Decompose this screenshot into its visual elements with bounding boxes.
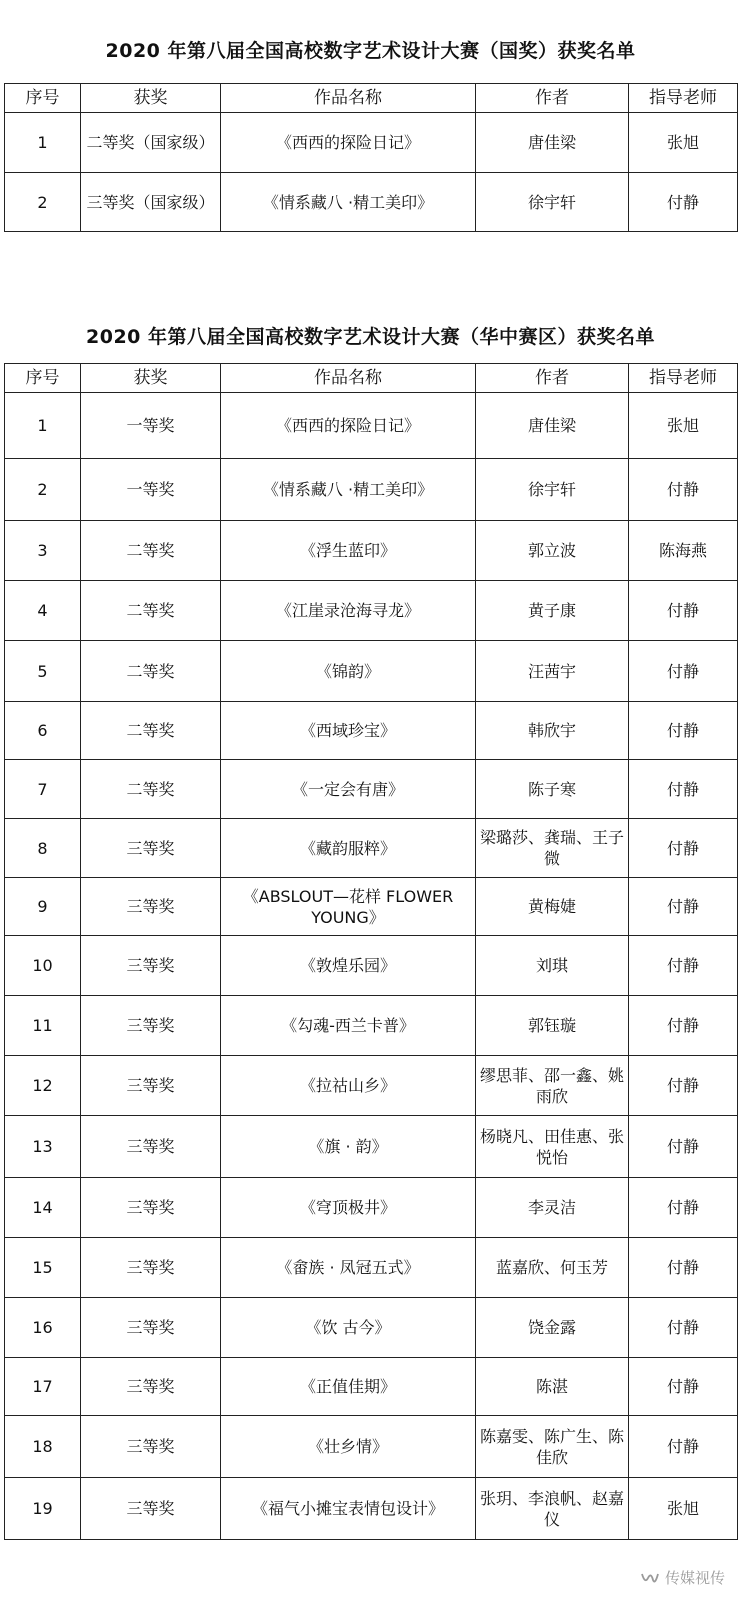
table-row — [5, 173, 738, 232]
cell-number: 5 — [5, 641, 81, 702]
cell-teacher: 张旭 — [629, 1478, 738, 1540]
cell-work-title: 《敦煌乐园》 — [221, 936, 476, 996]
cell-number: 15 — [5, 1238, 81, 1298]
watermark — [636, 1565, 729, 1590]
cell-author: 汪茜宇 — [476, 641, 629, 702]
cell-author: 郭立波 — [476, 521, 629, 581]
header-work-title: 作品名称 — [221, 364, 476, 393]
table-header-row — [5, 364, 738, 393]
cell-number: 13 — [5, 1116, 81, 1178]
cell-teacher: 付静 — [629, 173, 738, 232]
cell-author: 黄梅婕 — [476, 878, 629, 936]
cell-award: 二等奖（国家级） — [81, 113, 221, 173]
table-row — [5, 819, 738, 878]
table-row — [5, 1298, 738, 1358]
cell-work-title: 《锦韵》 — [221, 641, 476, 702]
cell-award: 一等奖 — [81, 393, 221, 459]
cell-award: 二等奖 — [81, 702, 221, 760]
cell-teacher: 付静 — [629, 760, 738, 819]
cell-number: 12 — [5, 1056, 81, 1116]
cell-teacher: 付静 — [629, 1116, 738, 1178]
cell-award: 二等奖 — [81, 521, 221, 581]
table-row — [5, 393, 738, 459]
cell-award: 二等奖 — [81, 760, 221, 819]
wechat-channel-icon — [640, 1570, 660, 1586]
cell-award: 三等奖 — [81, 1478, 221, 1540]
table-row — [5, 702, 738, 760]
cell-number: 10 — [5, 936, 81, 996]
cell-award: 三等奖 — [81, 1358, 221, 1416]
cell-award: 三等奖 — [81, 1416, 221, 1478]
cell-work-title: 《拉祜山乡》 — [221, 1056, 476, 1116]
cell-author: 饶金露 — [476, 1298, 629, 1358]
cell-work-title: 《福气小摊宝表情包设计》 — [221, 1478, 476, 1540]
cell-author: 刘琪 — [476, 936, 629, 996]
cell-teacher: 付静 — [629, 1056, 738, 1116]
table-row — [5, 1056, 738, 1116]
cell-work-title: 《一定会有唐》 — [221, 760, 476, 819]
cell-teacher: 付静 — [629, 641, 738, 702]
cell-work-title: 《西域珍宝》 — [221, 702, 476, 760]
cell-teacher: 付静 — [629, 1238, 738, 1298]
cell-work-title: 《藏韵服粹》 — [221, 819, 476, 878]
table-row — [5, 1116, 738, 1178]
cell-award: 三等奖（国家级） — [81, 173, 221, 232]
cell-teacher: 付静 — [629, 1416, 738, 1478]
cell-teacher: 付静 — [629, 581, 738, 641]
cell-author: 徐宇轩 — [476, 459, 629, 521]
cell-author: 唐佳梁 — [476, 113, 629, 173]
cell-author: 黄子康 — [476, 581, 629, 641]
cell-work-title: 《ABSLOUT—花样 FLOWER YOUNG》 — [221, 878, 476, 936]
cell-number: 2 — [5, 173, 81, 232]
cell-work-title: 《畲族 · 凤冠五式》 — [221, 1238, 476, 1298]
cell-author: 陈子寒 — [476, 760, 629, 819]
cell-award: 三等奖 — [81, 878, 221, 936]
national-awards-title: 2020 年第八届全国高校数字艺术设计大赛（国奖）获奖名单 — [105, 40, 636, 62]
cell-award: 三等奖 — [81, 1178, 221, 1238]
cell-work-title: 《正值佳期》 — [221, 1358, 476, 1416]
cell-teacher: 付静 — [629, 936, 738, 996]
cell-work-title: 《勾魂-西兰卡普》 — [221, 996, 476, 1056]
cell-author: 梁璐莎、龚瑞、王子微 — [476, 819, 629, 878]
cell-work-title: 《西西的探险日记》 — [221, 393, 476, 459]
cell-number: 18 — [5, 1416, 81, 1478]
cell-number: 9 — [5, 878, 81, 936]
cell-number: 6 — [5, 702, 81, 760]
cell-number: 1 — [5, 393, 81, 459]
header-award: 获奖 — [81, 364, 221, 393]
header-work-title: 作品名称 — [221, 84, 476, 113]
cell-number: 3 — [5, 521, 81, 581]
cell-author: 韩欣宇 — [476, 702, 629, 760]
cell-author: 陈湛 — [476, 1358, 629, 1416]
cell-author: 蓝嘉欣、何玉芳 — [476, 1238, 629, 1298]
cell-author: 张玥、李浪帆、赵嘉仪 — [476, 1478, 629, 1540]
header-award: 获奖 — [81, 84, 221, 113]
cell-teacher: 付静 — [629, 1358, 738, 1416]
table-row — [5, 878, 738, 936]
cell-author: 李灵洁 — [476, 1178, 629, 1238]
table-row — [5, 1178, 738, 1238]
cell-teacher: 付静 — [629, 702, 738, 760]
cell-work-title: 《旗 · 韵》 — [221, 1116, 476, 1178]
cell-number: 7 — [5, 760, 81, 819]
cell-number: 19 — [5, 1478, 81, 1540]
header-author: 作者 — [476, 84, 629, 113]
header-teacher: 指导老师 — [629, 364, 738, 393]
table-row — [5, 760, 738, 819]
cell-number: 4 — [5, 581, 81, 641]
watermark-text: 传媒视传 — [664, 1569, 725, 1587]
cell-teacher: 付静 — [629, 1298, 738, 1358]
cell-work-title: 《浮生蓝印》 — [221, 521, 476, 581]
table-header-row — [5, 84, 738, 113]
table-row — [5, 1416, 738, 1478]
cell-teacher: 付静 — [629, 819, 738, 878]
cell-work-title: 《西西的探险日记》 — [221, 113, 476, 173]
cell-teacher: 付静 — [629, 1178, 738, 1238]
regional-awards-table — [4, 363, 738, 1540]
cell-number: 1 — [5, 113, 81, 173]
cell-award: 三等奖 — [81, 1298, 221, 1358]
cell-teacher: 张旭 — [629, 393, 738, 459]
cell-work-title: 《情系藏八 ·精工美印》 — [221, 173, 476, 232]
cell-award: 二等奖 — [81, 641, 221, 702]
cell-award: 三等奖 — [81, 936, 221, 996]
cell-number: 17 — [5, 1358, 81, 1416]
cell-author: 唐佳梁 — [476, 393, 629, 459]
cell-number: 8 — [5, 819, 81, 878]
header-author: 作者 — [476, 364, 629, 393]
cell-author: 缪思菲、邵一鑫、姚雨欣 — [476, 1056, 629, 1116]
table-row — [5, 996, 738, 1056]
table-row — [5, 459, 738, 521]
cell-author: 杨晓凡、田佳惠、张悦怡 — [476, 1116, 629, 1178]
cell-work-title: 《壮乡情》 — [221, 1416, 476, 1478]
cell-number: 16 — [5, 1298, 81, 1358]
table-row — [5, 641, 738, 702]
cell-award: 一等奖 — [81, 459, 221, 521]
header-number: 序号 — [5, 84, 81, 113]
cell-award: 三等奖 — [81, 1238, 221, 1298]
cell-award: 三等奖 — [81, 819, 221, 878]
cell-number: 2 — [5, 459, 81, 521]
cell-work-title: 《穹顶极井》 — [221, 1178, 476, 1238]
table-row — [5, 581, 738, 641]
cell-award: 三等奖 — [81, 1056, 221, 1116]
cell-work-title: 《江崖录沧海寻龙》 — [221, 581, 476, 641]
cell-teacher: 张旭 — [629, 113, 738, 173]
cell-award: 三等奖 — [81, 1116, 221, 1178]
table-row — [5, 113, 738, 173]
cell-teacher: 付静 — [629, 459, 738, 521]
header-number: 序号 — [5, 364, 81, 393]
table-row — [5, 1358, 738, 1416]
cell-number: 14 — [5, 1178, 81, 1238]
cell-author: 徐宇轩 — [476, 173, 629, 232]
table-row — [5, 1478, 738, 1540]
regional-awards-title: 2020 年第八届全国高校数字艺术设计大赛（华中赛区）获奖名单 — [86, 326, 655, 348]
header-teacher: 指导老师 — [629, 84, 738, 113]
cell-award: 二等奖 — [81, 581, 221, 641]
cell-author: 陈嘉雯、陈广生、陈佳欣 — [476, 1416, 629, 1478]
cell-author: 郭钰璇 — [476, 996, 629, 1056]
cell-teacher: 陈海燕 — [629, 521, 738, 581]
cell-number: 11 — [5, 996, 81, 1056]
cell-award: 三等奖 — [81, 996, 221, 1056]
cell-teacher: 付静 — [629, 996, 738, 1056]
table-row — [5, 521, 738, 581]
national-awards-table — [4, 83, 738, 232]
cell-work-title: 《情系藏八 ·精工美印》 — [221, 459, 476, 521]
cell-work-title: 《饮 古今》 — [221, 1298, 476, 1358]
table-row — [5, 936, 738, 996]
table-row — [5, 1238, 738, 1298]
cell-teacher: 付静 — [629, 878, 738, 936]
